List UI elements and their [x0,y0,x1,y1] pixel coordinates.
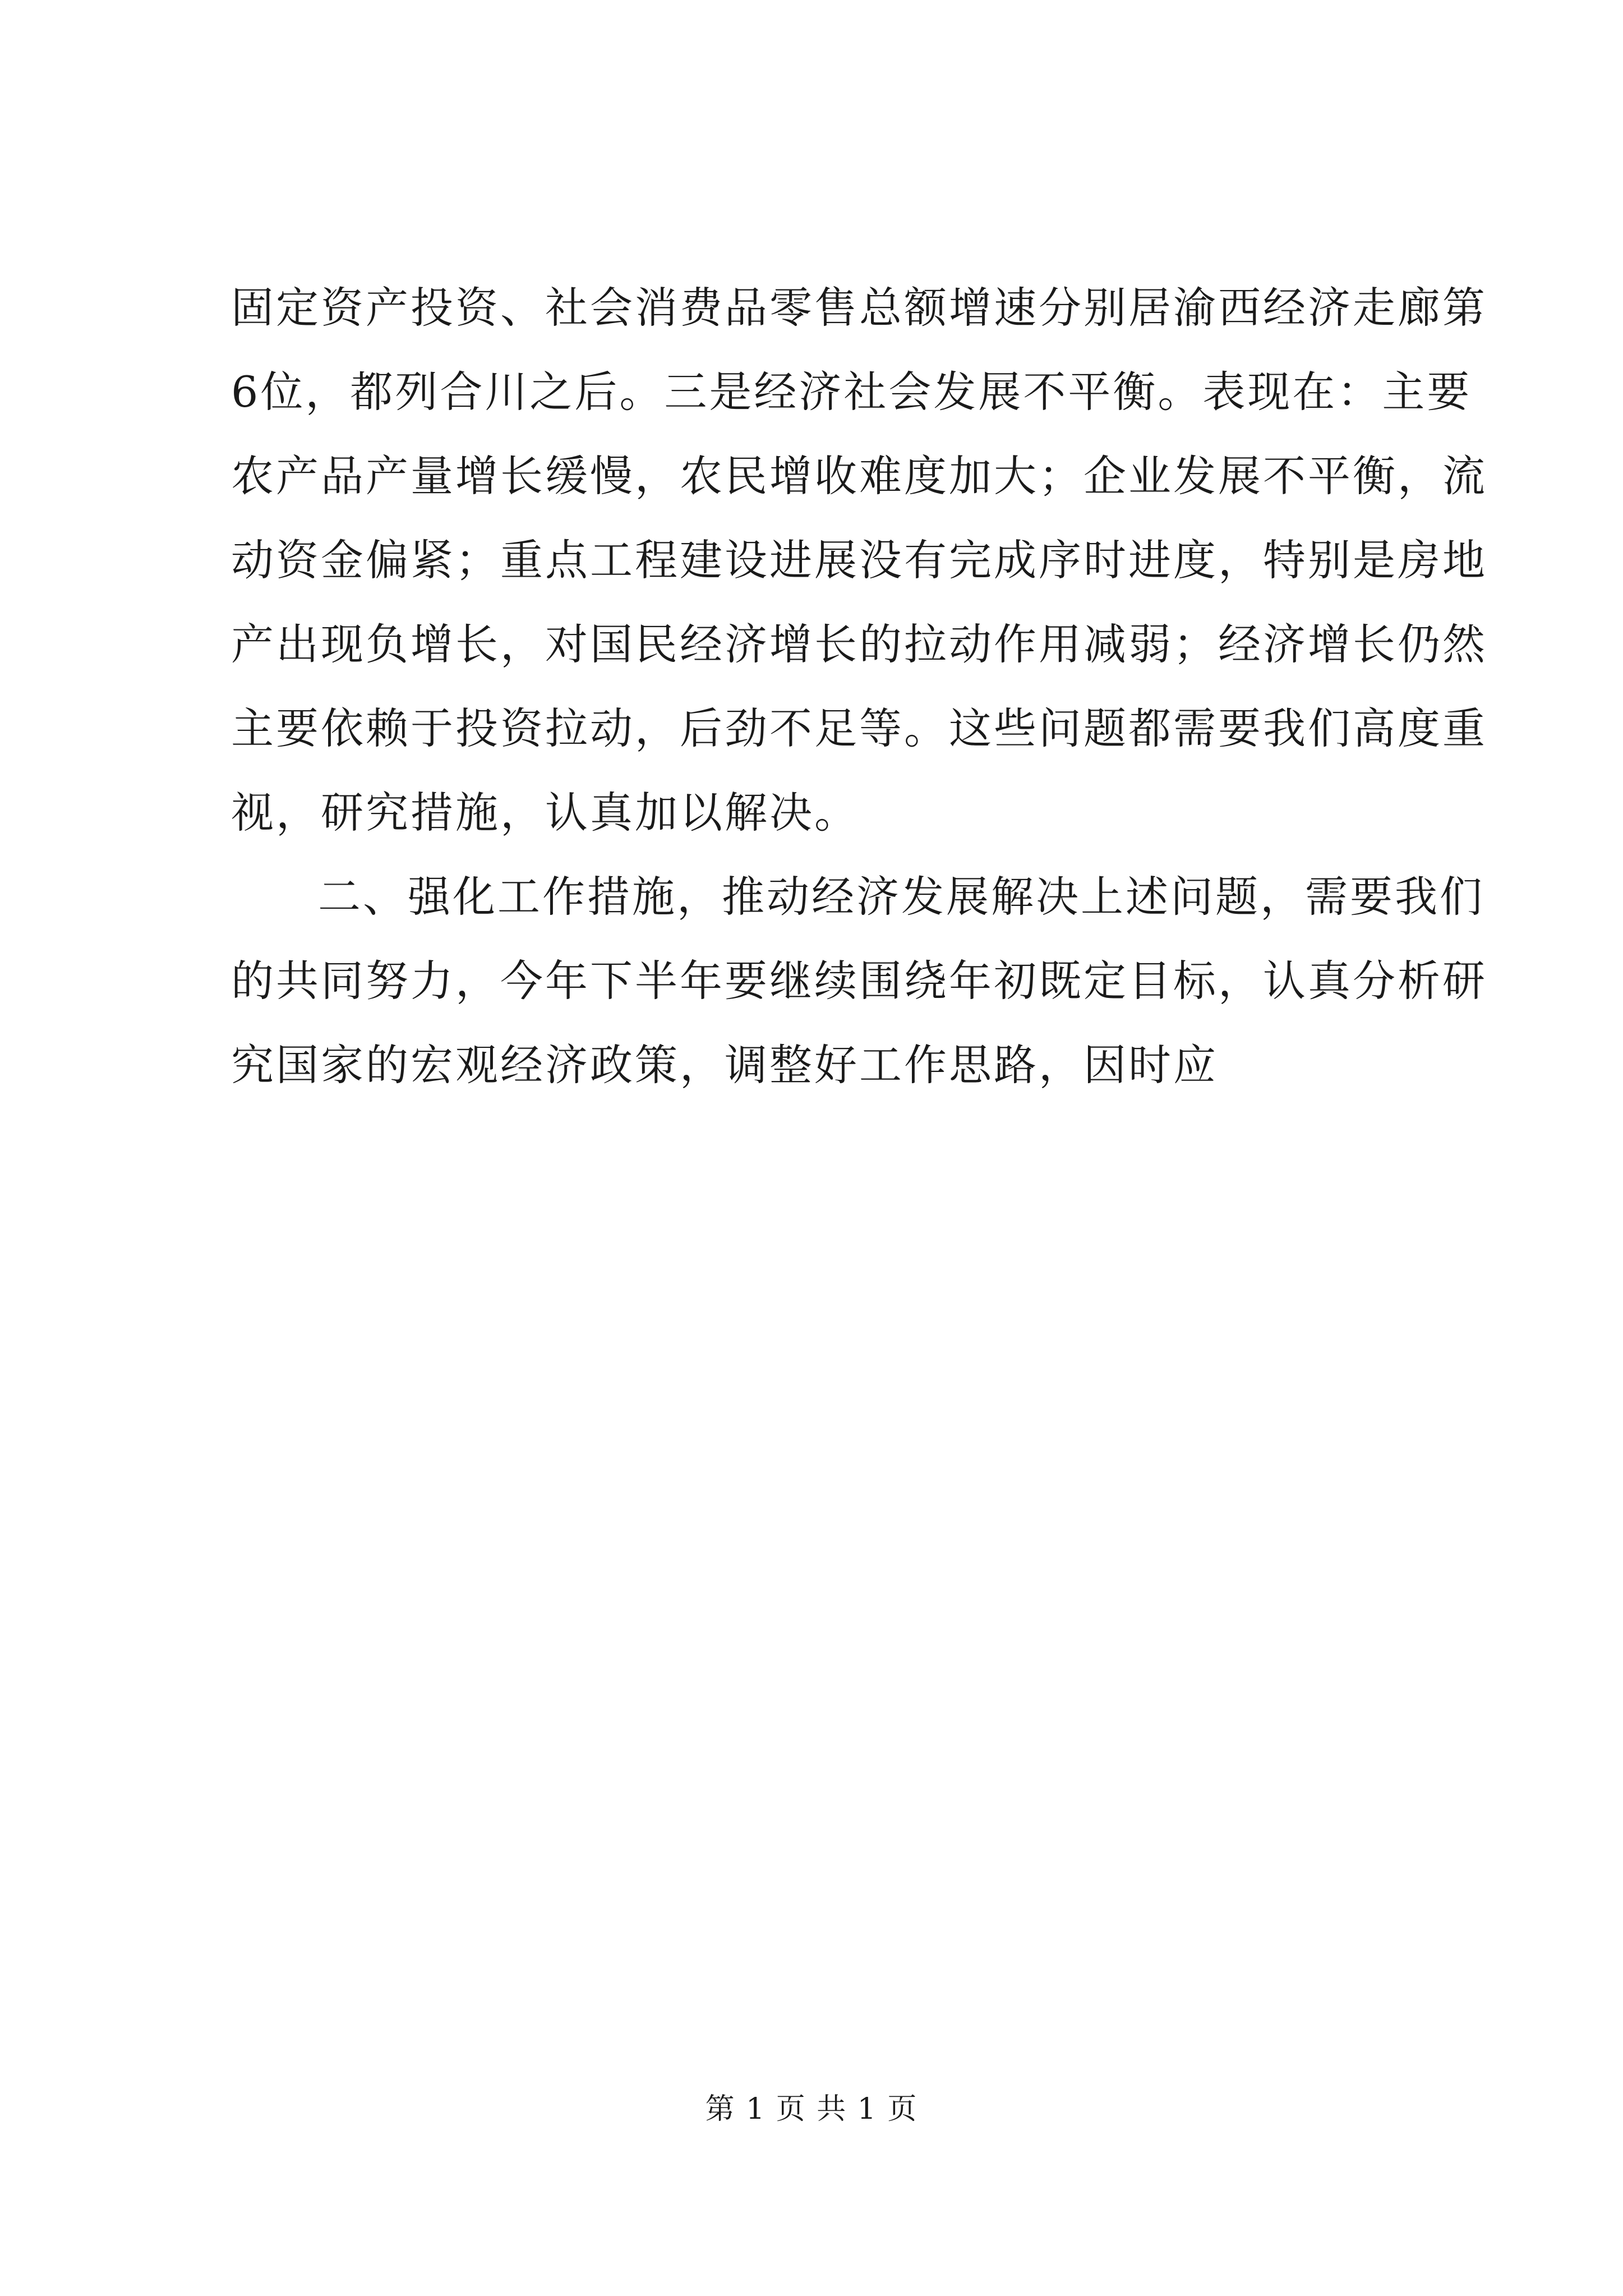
text-line-4: 动资金偏紧；重点工程建设进展没有完成序时进度，特别是房地 [231,535,1487,585]
text-line-10: 究国家的宏观经济政策，调整好工作思路，因时应 [231,1040,1218,1090]
text-line-7: 视，研究措施，认真加以解决。 [231,788,859,838]
text-line-5: 产出现负增长，对国民经济增长的拉动作用减弱；经济增长仍然 [231,619,1487,669]
body-text [231,266,1487,1107]
text-line-9: 的共同努力，今年下半年要继续围绕年初既定目标，认真分析研 [231,956,1487,1006]
text-line-6: 主要依赖于投资拉动，后劲不足等。这些问题都需要我们高度重 [231,703,1487,753]
text-line-1: 固定资产投资、社会消费品零售总额增速分别居渝西经济走廊第 [231,283,1487,333]
text-line-3: 农产品产量增长缓慢，农民增收难度加大；企业发展不平衡，流 [231,451,1487,501]
text-line-2: 6位，都列合川之后。三是经济社会发展不平衡。表现在：主要 [231,367,1472,417]
page-footer: 第 1 页 共 1 页 [705,2092,918,2126]
text-line-8: 二、强化工作措施，推动经济发展解决上述问题，需要我们 [318,872,1484,922]
